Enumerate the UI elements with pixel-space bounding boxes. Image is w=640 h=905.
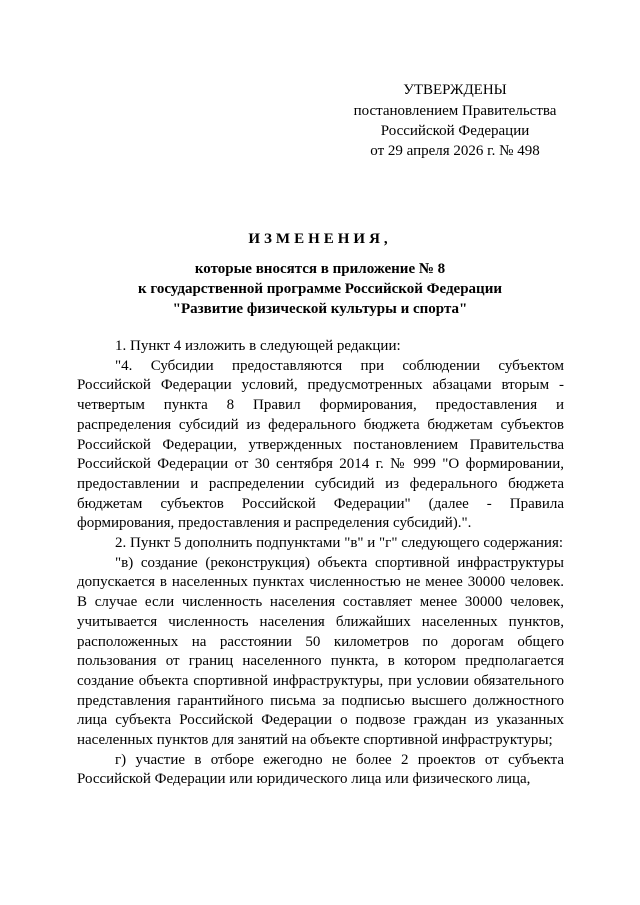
- paragraph-3: 2. Пункт 5 дополнить подпунктами "в" и "г" следующего содержания:: [115, 535, 564, 552]
- title-line-2: к государственной программе Российской Федерации: [138, 281, 502, 297]
- approval-line-2: Российской Федерации: [380, 123, 530, 139]
- approval-line-1: постановлением Правительства: [353, 103, 557, 119]
- paragraph-4: "в) создание (реконструкция) объекта спортивной инфраструктуры допускается в населенных пунктах численностью не менее 30000 человек. В случае если численность населения составляет менее 30000 человек, учитывается численность населения ближайших населенных пунктов, расположенных на расстоянии 50 километров по дорогам общего пользования от границ населенного пункта, в котором предполагается создание объекта спортивной инфраструктуры, при условии обязательного представления гарантийного письма за подписью высшего должностного лица субъекта Российской Федерации о подвозе граждан из указанных населенных пунктов для занятий на объекте спортивной инфраструктуры;: [77, 554, 564, 749]
- document-title: [80, 229, 560, 319]
- document-body: [77, 337, 564, 790]
- title-line-1: которые вносятся в приложение № 8: [194, 261, 446, 277]
- approval-line-3: от 29 апреля 2026 г. № 498: [370, 143, 540, 159]
- paragraph-5: г) участие в отборе ежегодно не более 2 проектов от субъекта Российской Федерации или юридического лица или физического лица,: [77, 751, 564, 788]
- approval-stamp: [330, 80, 580, 161]
- paragraph-2: "4. Субсидии предоставляются при соблюдении субъектом Российской Федерации условий, предусмотренных абзацами вторым - четвертым пункта 8 Правил формирования, предоставления и распределения субсидий из федерального бюджета бюджетам субъектов Российской Федерации, утвержденных постановлением Правительства Российской Федерации от 30 сентября 2014 г. № 999 "О формировании, предоставлении и распределении субсидий из федерального бюджета бюджетам субъектов Российской Федерации" (далее - Правила формирования, предоставления и распределения субсидий).".: [77, 357, 564, 532]
- paragraph-1: 1. Пункт 4 изложить в следующей редакции:: [115, 338, 401, 354]
- approval-heading: УТВЕРЖДЕНЫ: [403, 82, 507, 98]
- title-heading: ИЗМЕНЕНИЯ,: [248, 231, 392, 247]
- title-line-3: "Развитие физической культуры и спорта": [172, 301, 468, 317]
